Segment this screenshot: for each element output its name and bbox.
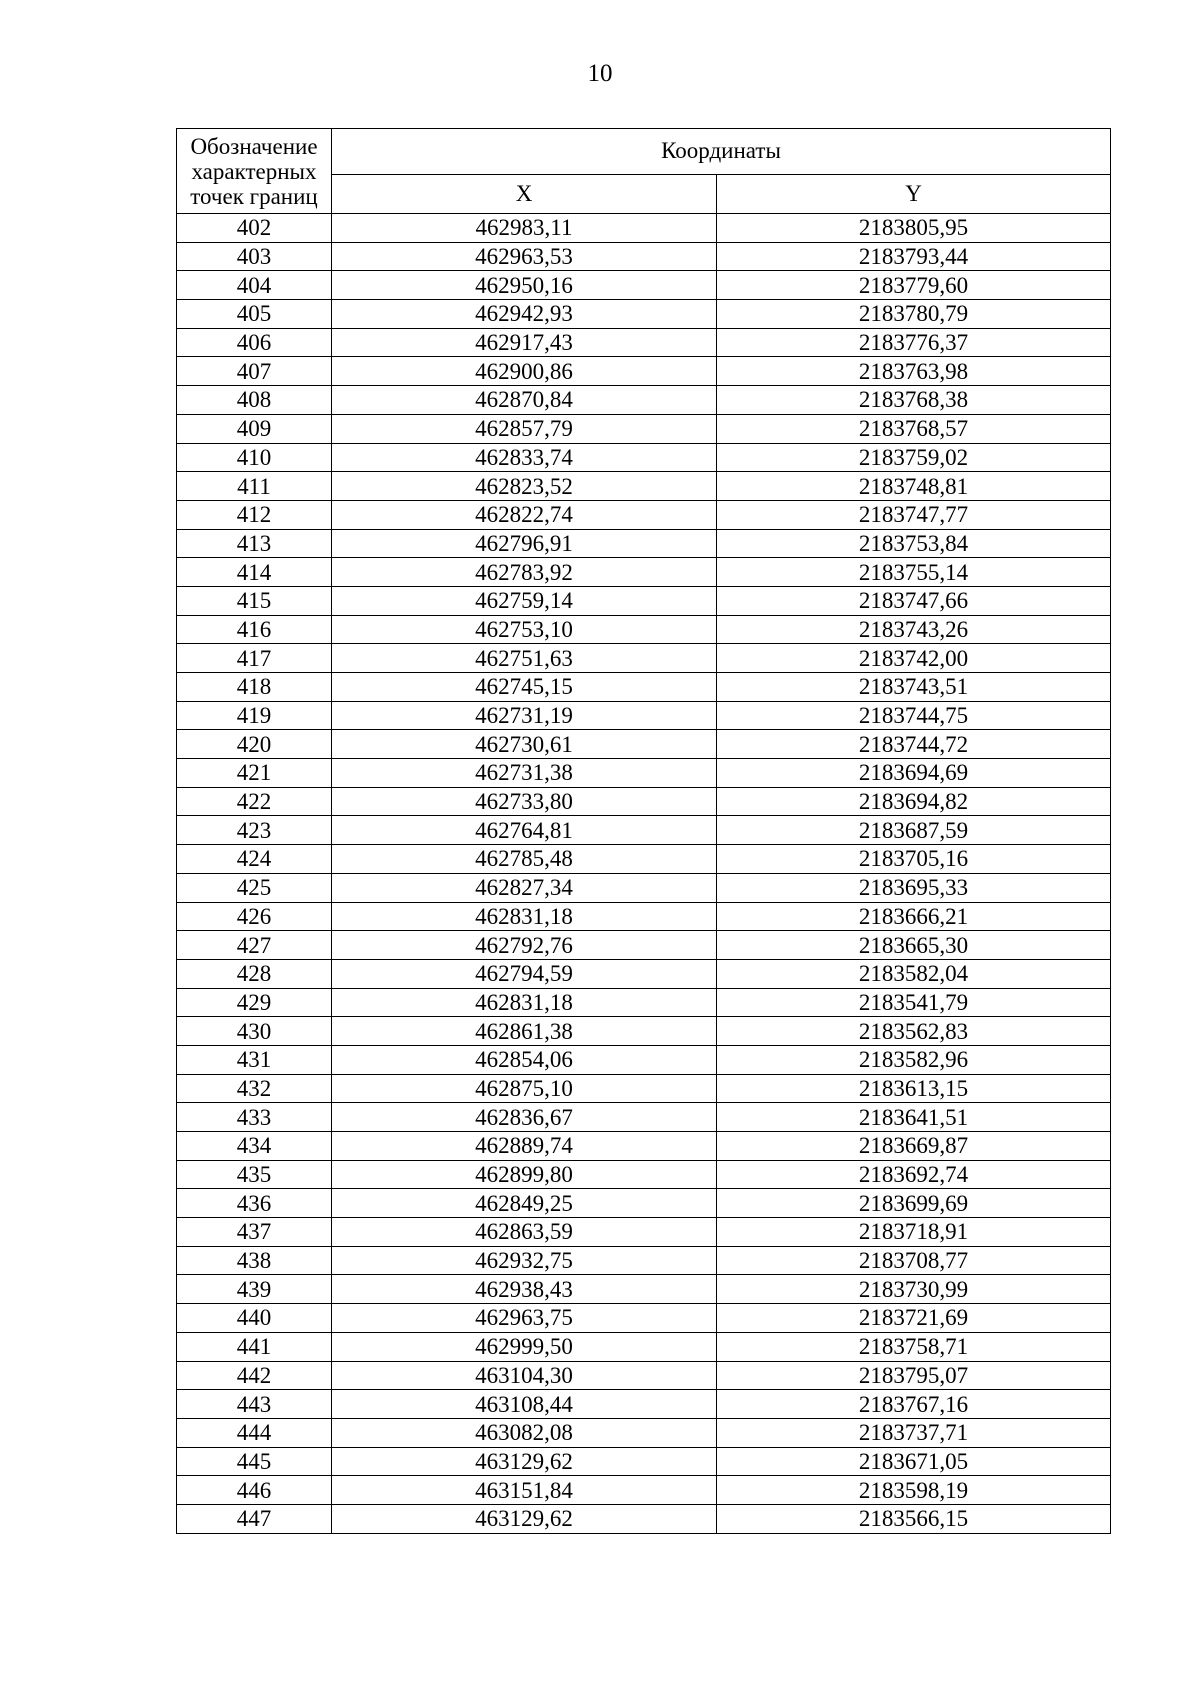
table-row — [177, 816, 1111, 845]
cell-y: 2183742,00 — [717, 644, 1111, 673]
cell-y: 2183671,05 — [717, 1447, 1111, 1476]
cell-point: 435 — [177, 1160, 332, 1189]
cell-x: 462785,48 — [332, 845, 717, 874]
table-row — [177, 443, 1111, 472]
table-row — [177, 1390, 1111, 1419]
cell-point: 422 — [177, 787, 332, 816]
table-row — [177, 1160, 1111, 1189]
table-row — [177, 873, 1111, 902]
table-row — [177, 1045, 1111, 1074]
table-row — [177, 1418, 1111, 1447]
cell-point: 426 — [177, 902, 332, 931]
cell-x: 462794,59 — [332, 959, 717, 988]
cell-x: 463104,30 — [332, 1361, 717, 1390]
table-row — [177, 787, 1111, 816]
cell-x: 462733,80 — [332, 787, 717, 816]
cell-x: 462796,91 — [332, 529, 717, 558]
table-row — [177, 1447, 1111, 1476]
cell-x: 462764,81 — [332, 816, 717, 845]
cell-x: 462745,15 — [332, 673, 717, 702]
cell-point: 447 — [177, 1504, 332, 1533]
cell-point: 420 — [177, 730, 332, 759]
table-row — [177, 1504, 1111, 1533]
cell-x: 462942,93 — [332, 300, 717, 329]
cell-x: 462932,75 — [332, 1246, 717, 1275]
cell-point: 444 — [177, 1418, 332, 1447]
cell-point: 440 — [177, 1304, 332, 1333]
cell-x: 462783,92 — [332, 558, 717, 587]
table-row — [177, 300, 1111, 329]
cell-y: 2183666,21 — [717, 902, 1111, 931]
cell-y: 2183744,75 — [717, 701, 1111, 730]
table-row — [177, 701, 1111, 730]
table-row — [177, 328, 1111, 357]
cell-y: 2183695,33 — [717, 873, 1111, 902]
cell-point: 412 — [177, 500, 332, 529]
cell-x: 462831,18 — [332, 988, 717, 1017]
cell-x: 462822,74 — [332, 500, 717, 529]
cell-x: 462827,34 — [332, 873, 717, 902]
cell-x: 462899,80 — [332, 1160, 717, 1189]
cell-point: 417 — [177, 644, 332, 673]
cell-y: 2183795,07 — [717, 1361, 1111, 1390]
cell-y: 2183582,04 — [717, 959, 1111, 988]
cell-y: 2183582,96 — [717, 1045, 1111, 1074]
cell-x: 462730,61 — [332, 730, 717, 759]
table-row — [177, 988, 1111, 1017]
cell-x: 463129,62 — [332, 1447, 717, 1476]
cell-point: 411 — [177, 472, 332, 501]
cell-y: 2183768,38 — [717, 386, 1111, 415]
cell-y: 2183708,77 — [717, 1246, 1111, 1275]
cell-x: 462849,25 — [332, 1189, 717, 1218]
cell-x: 462863,59 — [332, 1218, 717, 1247]
cell-y: 2183743,51 — [717, 673, 1111, 702]
cell-x: 462870,84 — [332, 386, 717, 415]
cell-point: 421 — [177, 759, 332, 788]
cell-point: 414 — [177, 558, 332, 587]
cell-point: 428 — [177, 959, 332, 988]
cell-y: 2183763,98 — [717, 357, 1111, 386]
cell-point: 404 — [177, 271, 332, 300]
cell-y: 2183759,02 — [717, 443, 1111, 472]
cell-y: 2183699,69 — [717, 1189, 1111, 1218]
cell-point: 408 — [177, 386, 332, 415]
cell-y: 2183694,69 — [717, 759, 1111, 788]
cell-x: 462950,16 — [332, 271, 717, 300]
cell-point: 436 — [177, 1189, 332, 1218]
cell-y: 2183768,57 — [717, 414, 1111, 443]
cell-x: 462963,53 — [332, 242, 717, 271]
cell-x: 462857,79 — [332, 414, 717, 443]
cell-y: 2183805,95 — [717, 214, 1111, 243]
cell-x: 462854,06 — [332, 1045, 717, 1074]
cell-y: 2183721,69 — [717, 1304, 1111, 1333]
table-row — [177, 357, 1111, 386]
cell-y: 2183747,77 — [717, 500, 1111, 529]
cell-y: 2183748,81 — [717, 472, 1111, 501]
cell-point: 429 — [177, 988, 332, 1017]
table-row — [177, 1476, 1111, 1505]
cell-x: 463129,62 — [332, 1504, 717, 1533]
cell-x: 462999,50 — [332, 1332, 717, 1361]
cell-y: 2183776,37 — [717, 328, 1111, 357]
cell-point: 431 — [177, 1045, 332, 1074]
cell-point: 430 — [177, 1017, 332, 1046]
cell-x: 462983,11 — [332, 214, 717, 243]
cell-y: 2183613,15 — [717, 1074, 1111, 1103]
page-number: 10 — [587, 60, 613, 87]
cell-point: 434 — [177, 1132, 332, 1161]
cell-y: 2183598,19 — [717, 1476, 1111, 1505]
cell-point: 403 — [177, 242, 332, 271]
cell-point: 406 — [177, 328, 332, 357]
header-point-label: Обозначение характерных точек границ — [177, 129, 332, 214]
table-row — [177, 242, 1111, 271]
table-row — [177, 1246, 1111, 1275]
cell-y: 2183747,66 — [717, 586, 1111, 615]
table-header — [177, 129, 1111, 214]
table-row — [177, 1332, 1111, 1361]
cell-x: 462917,43 — [332, 328, 717, 357]
cell-x: 462792,76 — [332, 931, 717, 960]
table-row — [177, 931, 1111, 960]
cell-point: 442 — [177, 1361, 332, 1390]
cell-point: 402 — [177, 214, 332, 243]
coordinates-table — [176, 128, 1111, 1534]
cell-point: 407 — [177, 357, 332, 386]
cell-x: 462753,10 — [332, 615, 717, 644]
cell-x: 462823,52 — [332, 472, 717, 501]
cell-y: 2183755,14 — [717, 558, 1111, 587]
cell-point: 443 — [177, 1390, 332, 1419]
table-row — [177, 759, 1111, 788]
cell-point: 423 — [177, 816, 332, 845]
cell-y: 2183687,59 — [717, 816, 1111, 845]
table-row — [177, 1103, 1111, 1132]
table-row — [177, 1132, 1111, 1161]
cell-point: 419 — [177, 701, 332, 730]
cell-x: 462759,14 — [332, 586, 717, 615]
table-row — [177, 386, 1111, 415]
cell-point: 437 — [177, 1218, 332, 1247]
cell-x: 462836,67 — [332, 1103, 717, 1132]
cell-x: 462875,10 — [332, 1074, 717, 1103]
cell-x: 463151,84 — [332, 1476, 717, 1505]
table-row — [177, 730, 1111, 759]
cell-x: 462889,74 — [332, 1132, 717, 1161]
cell-x: 462833,74 — [332, 443, 717, 472]
cell-point: 416 — [177, 615, 332, 644]
cell-y: 2183779,60 — [717, 271, 1111, 300]
cell-x: 462963,75 — [332, 1304, 717, 1333]
cell-point: 446 — [177, 1476, 332, 1505]
cell-y: 2183694,82 — [717, 787, 1111, 816]
cell-y: 2183692,74 — [717, 1160, 1111, 1189]
cell-x: 462861,38 — [332, 1017, 717, 1046]
table-row — [177, 673, 1111, 702]
table-row — [177, 644, 1111, 673]
table-row — [177, 1304, 1111, 1333]
header-coordinates: Координаты — [332, 129, 1111, 175]
table-row — [177, 414, 1111, 443]
cell-y: 2183737,71 — [717, 1418, 1111, 1447]
cell-x: 462938,43 — [332, 1275, 717, 1304]
table-row — [177, 845, 1111, 874]
cell-x: 463082,08 — [332, 1418, 717, 1447]
cell-y: 2183758,71 — [717, 1332, 1111, 1361]
table-row — [177, 529, 1111, 558]
cell-point: 418 — [177, 673, 332, 702]
cell-point: 433 — [177, 1103, 332, 1132]
cell-x: 463108,44 — [332, 1390, 717, 1419]
cell-point: 441 — [177, 1332, 332, 1361]
cell-y: 2183793,44 — [717, 242, 1111, 271]
table-row — [177, 1218, 1111, 1247]
cell-y: 2183744,72 — [717, 730, 1111, 759]
cell-y: 2183743,26 — [717, 615, 1111, 644]
table-row — [177, 1189, 1111, 1218]
cell-y: 2183767,16 — [717, 1390, 1111, 1419]
cell-y: 2183665,30 — [717, 931, 1111, 960]
table-row — [177, 1017, 1111, 1046]
cell-point: 413 — [177, 529, 332, 558]
table-row — [177, 615, 1111, 644]
cell-y: 2183669,87 — [717, 1132, 1111, 1161]
cell-y: 2183718,91 — [717, 1218, 1111, 1247]
cell-x: 462751,63 — [332, 644, 717, 673]
cell-point: 405 — [177, 300, 332, 329]
cell-y: 2183562,83 — [717, 1017, 1111, 1046]
cell-point: 438 — [177, 1246, 332, 1275]
table-row — [177, 500, 1111, 529]
cell-y: 2183566,15 — [717, 1504, 1111, 1533]
cell-point: 409 — [177, 414, 332, 443]
cell-y: 2183753,84 — [717, 529, 1111, 558]
cell-y: 2183541,79 — [717, 988, 1111, 1017]
cell-point: 415 — [177, 586, 332, 615]
table-row — [177, 271, 1111, 300]
table-body — [177, 214, 1111, 1534]
cell-y: 2183730,99 — [717, 1275, 1111, 1304]
cell-x: 462831,18 — [332, 902, 717, 931]
table-row — [177, 558, 1111, 587]
table-row — [177, 959, 1111, 988]
table-row — [177, 214, 1111, 243]
cell-point: 432 — [177, 1074, 332, 1103]
cell-x: 462900,86 — [332, 357, 717, 386]
table-row — [177, 1361, 1111, 1390]
cell-y: 2183641,51 — [717, 1103, 1111, 1132]
cell-point: 427 — [177, 931, 332, 960]
table-row — [177, 1275, 1111, 1304]
table-row — [177, 586, 1111, 615]
cell-x: 462731,19 — [332, 701, 717, 730]
cell-point: 439 — [177, 1275, 332, 1304]
cell-point: 410 — [177, 443, 332, 472]
cell-point: 424 — [177, 845, 332, 874]
table-row — [177, 1074, 1111, 1103]
header-x: X — [332, 174, 717, 213]
header-y: Y — [717, 174, 1111, 213]
cell-x: 462731,38 — [332, 759, 717, 788]
table-row — [177, 902, 1111, 931]
cell-y: 2183705,16 — [717, 845, 1111, 874]
cell-point: 425 — [177, 873, 332, 902]
table-row — [177, 472, 1111, 501]
cell-point: 445 — [177, 1447, 332, 1476]
cell-y: 2183780,79 — [717, 300, 1111, 329]
